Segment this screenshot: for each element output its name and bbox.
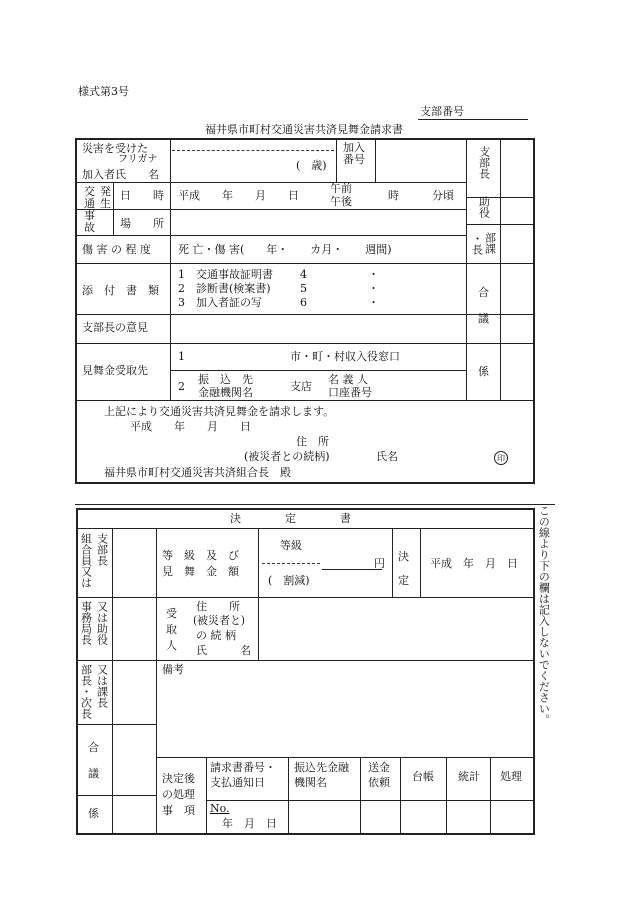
dept-chief-label: 部長・次長 bbox=[79, 664, 93, 719]
relation-label: (被災者との続柄) bbox=[244, 450, 330, 463]
occurrence-label: 発生 bbox=[100, 185, 111, 210]
attachment-dot-5: ・ bbox=[368, 282, 379, 295]
am-label: 午前 bbox=[330, 182, 352, 195]
bank-name-label-lower-2: 機関名 bbox=[294, 776, 327, 789]
branch-store-label: 支店 bbox=[290, 380, 312, 393]
victim-label: 災害を受けた bbox=[82, 142, 148, 155]
remit-label: 送金 bbox=[368, 761, 390, 774]
joint-review-label-lower-2: 議 bbox=[88, 767, 99, 780]
side-note: この線より下の欄は記入しないでください。 bbox=[537, 505, 551, 725]
branch-head-label: 支部長 bbox=[95, 533, 109, 566]
age-field[interactable]: ( 歳) bbox=[296, 159, 327, 172]
joint-review-label-2: 議 bbox=[478, 312, 489, 325]
number-label: No. bbox=[210, 802, 230, 815]
payee-option-2: 2 bbox=[178, 380, 185, 393]
post-process-label-3: 事 項 bbox=[162, 804, 195, 817]
recipient-relation-label-2: の 続 柄 bbox=[196, 629, 236, 642]
grade-label: 等級 bbox=[280, 539, 302, 552]
attachment-4: 4 bbox=[300, 268, 307, 281]
branch-number-label: 支部番号 bbox=[420, 105, 464, 118]
addressee: 福井県市町村交通災害共済組合長 殿 bbox=[104, 466, 291, 479]
branch-opinion-label: 支部長の意見 bbox=[82, 321, 148, 334]
furigana-label: フリガナ bbox=[118, 154, 158, 165]
attachment-3: 3 加入者証の写 bbox=[178, 296, 262, 309]
recipient-name-label: 氏 名 bbox=[196, 644, 251, 657]
remit-label-2: 依頼 bbox=[368, 776, 390, 789]
remarks-label: 備考 bbox=[162, 663, 184, 676]
ledger-label: 台帳 bbox=[412, 770, 434, 783]
payee-label: 見舞金受取先 bbox=[82, 364, 148, 377]
datetime-label: 日 時 bbox=[120, 189, 164, 202]
decision-title: 決 定 書 bbox=[230, 512, 351, 525]
seal-icon: 印 bbox=[494, 451, 508, 465]
account-number-label: 口座番号 bbox=[328, 386, 372, 399]
post-process-label: 決定後 bbox=[162, 772, 195, 785]
decision-label: 決定 bbox=[398, 550, 409, 587]
recipient-address-label: 住 所 bbox=[196, 600, 240, 613]
reduction-label: ( 割減) bbox=[268, 574, 310, 587]
bank-name-label-lower: 振込先金融 bbox=[294, 761, 349, 774]
attachment-1: 1 交通事故証明書 bbox=[178, 268, 273, 281]
attachment-dot-6: ・ bbox=[368, 296, 379, 309]
form-number: 様式第3号 bbox=[78, 85, 129, 98]
post-process-label-2: の処理 bbox=[162, 788, 195, 801]
injury-label: 傷 害 の 程 度 bbox=[82, 243, 151, 256]
datetime-value[interactable]: 平成 年 月 日 bbox=[178, 189, 299, 202]
address-label: 住 所 bbox=[296, 435, 329, 448]
staff-label: 係 bbox=[478, 365, 489, 378]
member-number-label: 加入番号 bbox=[343, 141, 365, 166]
processing-label: 処理 bbox=[500, 770, 522, 783]
office-chief-label: 事務局長 bbox=[79, 601, 93, 645]
recipient-relation-label: 被災者と bbox=[194, 615, 244, 626]
section-chief-label: 部課 bbox=[483, 232, 497, 254]
account-holder-label: 名 義 人 bbox=[328, 373, 368, 386]
decision-date[interactable]: 平成 年 月 日 bbox=[430, 557, 518, 570]
attachment-6: 6 bbox=[300, 296, 307, 309]
request-date[interactable]: 平成 年 月 日 bbox=[130, 420, 251, 433]
payment-notice-label: 支払通知日 bbox=[210, 776, 265, 789]
or-assistant-label: 又は助役 bbox=[95, 601, 109, 645]
injury-value[interactable]: 死 亡・傷 害( 年・ カ月・ 週間) bbox=[178, 243, 392, 256]
chief-mark: ・長 bbox=[470, 233, 484, 255]
stats-label: 統計 bbox=[458, 770, 480, 783]
request-number-label: 請求書番号・ bbox=[210, 761, 276, 774]
attachments-label: 添 付 書 類 bbox=[82, 284, 159, 297]
payee-window: 市・町・村収入役窓口 bbox=[290, 350, 400, 363]
or-section-label: 又は課長 bbox=[95, 664, 109, 708]
yen-label: 円 bbox=[374, 557, 385, 570]
page-title: 福井県市町村交通災害共済見舞金請求書 bbox=[205, 123, 403, 136]
request-statement: 上記により交通災害共済見舞金を請求します。 bbox=[104, 405, 335, 418]
grade-amount-label-2: 見 舞 金 額 bbox=[162, 565, 239, 578]
joint-review-label: 合 bbox=[478, 286, 489, 299]
member-name-label: 加入者氏 名 bbox=[82, 168, 159, 181]
bank-name-label: 金融機関名 bbox=[198, 386, 253, 399]
accident-label: 交通事故 bbox=[84, 185, 95, 234]
attachment-5: 5 bbox=[300, 282, 307, 295]
staff-label-lower: 係 bbox=[88, 807, 99, 820]
hour-minute-label: 時 分頃 bbox=[388, 189, 454, 202]
attachment-2: 2 診断書(検案書) bbox=[178, 282, 271, 295]
payee-option-1: 1 bbox=[178, 350, 185, 363]
assistant-stamp-label: 助役 bbox=[477, 196, 491, 218]
branch-head-stamp-label: 支部長 bbox=[477, 146, 491, 179]
bank-transfer-label: 振 込 先 bbox=[198, 373, 253, 386]
attachment-dot-4: ・ bbox=[368, 268, 379, 281]
place-label: 場 所 bbox=[120, 217, 164, 230]
notice-date[interactable]: 年 月 日 bbox=[222, 817, 277, 830]
name-label: 氏名 bbox=[376, 450, 398, 463]
union-member-label: 組合員又は bbox=[79, 533, 93, 588]
pm-label: 午後 bbox=[330, 195, 352, 208]
joint-review-label-lower: 合 bbox=[88, 741, 99, 754]
grade-amount-label: 等 級 及 び bbox=[162, 549, 239, 562]
recipient-label: 受取人 bbox=[166, 607, 177, 652]
